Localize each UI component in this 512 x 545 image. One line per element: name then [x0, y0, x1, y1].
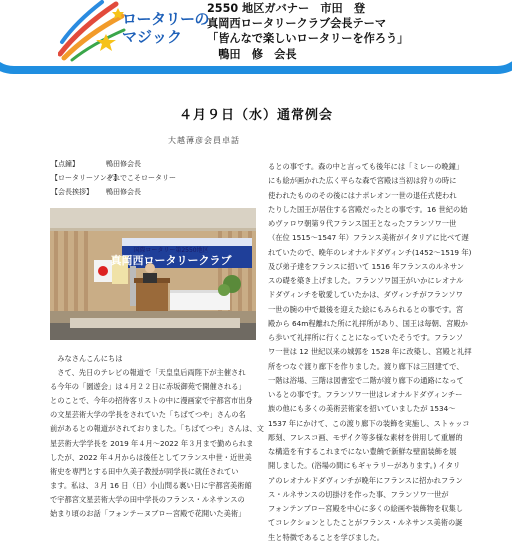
text-line: 一世の腕の中で最後を迎えた絵にもみられるとの事です。宮: [268, 304, 464, 314]
text-line: みなさんこんにちは: [50, 354, 123, 363]
role-key: 【ロータリーソング】: [51, 174, 121, 182]
text-line: の文星芸術大学の学長をされていた「ちばてつや」さんの名: [50, 410, 246, 420]
text-line: とのことで、今年の招待客リストの中に漫画家で宇都宮市出身: [50, 396, 253, 406]
rotary-magic-logo: [58, 0, 208, 64]
text-line: 星芸術大学学長を 2019 年４月～2022 年３月まで勤められま: [50, 438, 254, 448]
text-line: れていたので、晩年のレオナルドダヴィンチ(1452～1519 年): [268, 247, 472, 257]
logo-text-line2: マジック: [122, 28, 183, 46]
text-line: にも絵が画かれた広く平らな森で宮殿は当初は狩りの時に: [268, 176, 457, 186]
speaker-byline: 大越薄彦会員卓話: [168, 136, 240, 145]
text-line: 殿から 64m程離れた所に礼拝所があり、国王は毎朝、宮殿か: [268, 318, 468, 328]
swoosh-logo-icon: [58, 0, 128, 62]
text-line: てコレクションとしたことがフランス・ルネサンス美術の誕: [268, 518, 463, 528]
text-line: たりした国王が居住する宮殿だったとの事です。16 世紀の始: [268, 204, 468, 214]
text-line: 始まり頃のお話「フォンテーヌブロー宮殿で花開いた美術」: [50, 509, 246, 519]
photo-banner-small: 国際ロータリー第2550地区: [133, 247, 209, 254]
text-line: る今年の「園遊会」は４月２２日に赤坂御苑で開催される」: [50, 382, 246, 392]
text-line: アのレオナルドダヴィンチが晩年にフランスに招かれフラン: [268, 475, 463, 485]
role-value: 鴨田修会長: [106, 160, 141, 168]
header-theme-block: [207, 1, 408, 62]
text-line: ドダヴィンチを敬愛していたかは、ダヴィンチがフランソワ: [268, 290, 463, 300]
text-line: ら歩いて礼拝所に行くことになっていたそうです。フランソ: [268, 333, 464, 342]
role-value: 鴨田修会長: [106, 188, 141, 196]
text-line: めヴァロワ朝第９代フランス国王となったフランソワ一世: [268, 219, 457, 228]
text-line: ます。私は、３月 16 日（日）小山問る裏い日に宇都宮美術館: [50, 480, 252, 490]
club-president: 鴨田 修 会長: [207, 47, 297, 61]
text-line: 術史を専門とする田中久美子教授が同学長に就任されてい: [50, 466, 239, 476]
speech-text-right: [268, 160, 476, 545]
text-line: スの礎を築き上げました。フランソワ国王がいかにレオナル: [268, 276, 464, 285]
speech-text-left: [50, 352, 264, 521]
role-row: [51, 185, 251, 199]
photo-banner-main: 真岡西ロータリークラブ: [110, 254, 232, 267]
text-line: 1537 年にかけて、この渡り廊下の装飾を実施し、ストゥッコ: [268, 418, 470, 428]
meeting-room-illustration: [50, 208, 256, 340]
page-title: ４月９日（水）通常例会: [178, 108, 333, 123]
text-line: るとの事です。森の中と言っても後年には「ミレーの晩鐘」: [268, 162, 464, 171]
text-line: 族の他にも多くの美術芸術家を招いていましたが 1534～: [268, 404, 456, 414]
text-line: ス・ルネサンスの切掛けを作った事、フランソワ一世が: [268, 489, 449, 499]
text-line: （在位 1515～1547 年）フランス美術がイタリアに比べて遅: [268, 233, 469, 243]
club-theme-label: 真岡西ロータリークラブ会長テーマ: [207, 17, 387, 31]
text-line: で宇都宮文星芸術大学の田中学長のフランス・ルネサンスの: [50, 494, 245, 504]
meeting-roles: [51, 157, 251, 199]
text-line: 所をつなぐ渡り廊下を作りました。渡り廊下は三回建てで、: [268, 361, 464, 371]
text-line: 開しました。(浴場の間にもギャラリーがあります。) イタリ: [268, 461, 461, 471]
role-row: [51, 171, 251, 185]
text-line: さて、先日のテレビの報道で「天皇皇后両陛下が主催され: [50, 368, 246, 378]
text-line: 彫刻、フレスコ画、モザイク等多様な素材を併用して重層的: [268, 432, 463, 442]
role-value: それでこそロータリー: [106, 174, 176, 182]
text-line: 及び弟子達をフランスに招いて 1516 年フランスのルネサン: [268, 261, 465, 271]
governor-line: 2550 地区ガバナー 市田 登: [207, 2, 366, 15]
text-line: 前があるとの報道がされておりました。「ちばてつや」さんは、文: [50, 424, 264, 434]
text-line: 使われたもののその後にはナポレオン一世の退任式使われ: [268, 190, 457, 200]
text-line: ワ一世は 12 世紀以来の城郭を 1528 年に改築し、宮殿と礼拝: [268, 347, 472, 357]
text-line: したが、2022 年４月からは後任としてフランス中世・近世美: [50, 452, 252, 462]
meeting-photo: [50, 208, 256, 340]
text-line: 生と特徴であることを学びました。: [268, 532, 385, 542]
club-theme: 「皆んなで楽しいロータリーを作ろう」: [207, 32, 409, 46]
text-line: な構造を有するこれまでにない豊饒で新鮮な壁面装飾を展: [268, 447, 457, 456]
role-key: 【点鐘】: [51, 160, 79, 168]
text-line: いるとの事です。フランソワ一世はレオナルドダヴィンチー: [268, 390, 463, 399]
logo-text-line1: ロータリーの: [122, 10, 210, 28]
header-banner: [0, 0, 512, 78]
role-row: [51, 157, 251, 171]
text-line: 一階は浴場、三階は図書室で二階が渡り廊下の通路になって: [268, 375, 464, 385]
role-key: 【会長挨拶】: [51, 188, 93, 196]
text-line: フォンテンブロー宮殿を中心に多くの絵画や装飾物を収集し: [268, 504, 464, 513]
